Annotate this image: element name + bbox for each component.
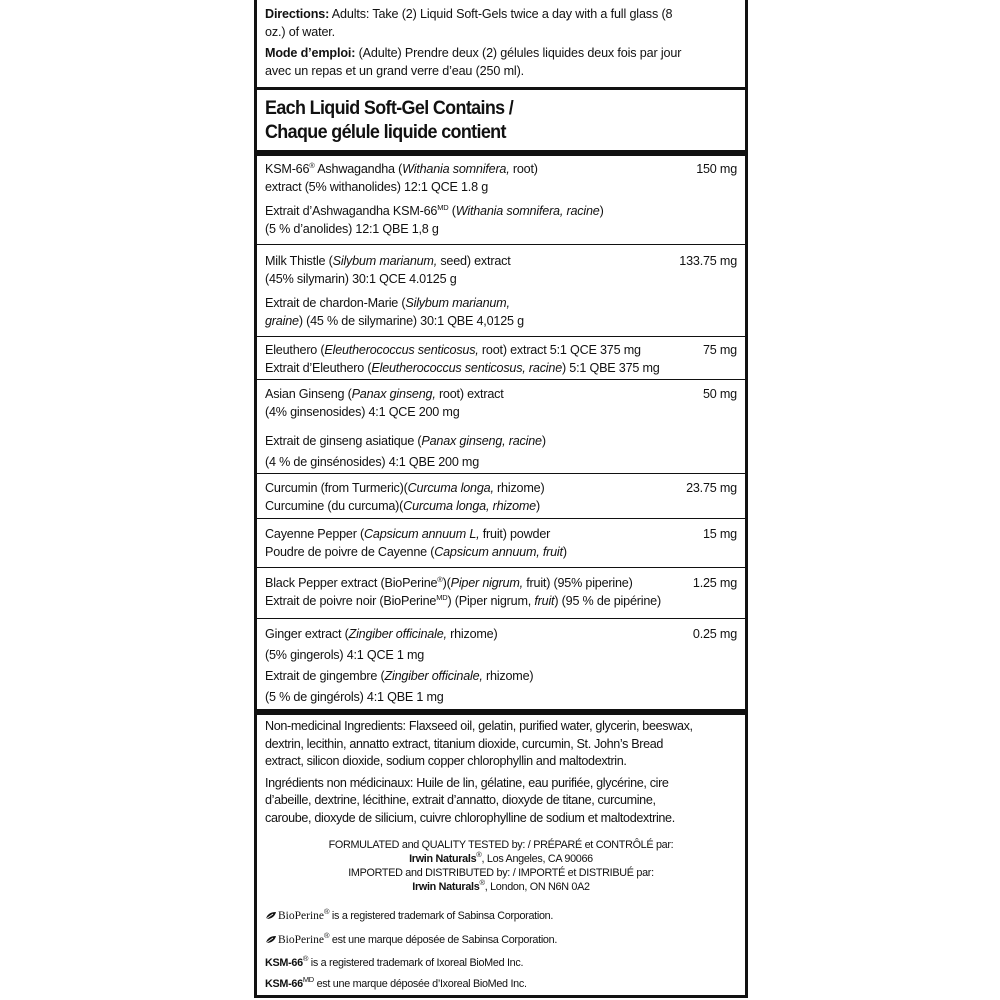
bioperine-logo: BioPerine xyxy=(278,934,324,946)
ingredient-text: ) 5:1 QBE 375 mg xyxy=(562,361,660,375)
ingredients-end-divider xyxy=(257,709,745,715)
ingredient-text: (5% gingerols) 4:1 QCE 1 mg xyxy=(265,648,425,662)
ingredient-text: rhizome) xyxy=(493,481,545,495)
ingredient-amount: 0.25 mg xyxy=(692,627,737,641)
ingredient-text: rhizome) xyxy=(482,669,534,683)
ingredient-milk-thistle xyxy=(265,252,737,330)
ingredient-ksm66 xyxy=(265,160,737,238)
ingredient-text: (5 % d’anolides) 12:1 QBE 1,8 g xyxy=(265,222,439,236)
directions-en-label: Directions: xyxy=(265,7,330,21)
ingredient-amount: 15 mg xyxy=(702,527,737,541)
ksm66-logo: KSM-66 xyxy=(265,957,303,969)
ingredient-text: seed) extract xyxy=(437,254,511,268)
ingredient-text: Eleuthero ( xyxy=(265,343,325,357)
brand-name: Irwin Naturals xyxy=(409,853,477,865)
ingredient-amount: 1.25 mg xyxy=(692,576,737,590)
ingredient-text: Curcumine (du curcuma)( xyxy=(265,499,404,513)
ingredient-text: root) xyxy=(509,162,538,176)
latin-name: fruit xyxy=(534,594,555,608)
non-medicinal-line: Non-medicinal Ingredients: Flaxseed oil, gelatin, purified water, glycerin, beeswax, xyxy=(265,719,693,733)
ingredient-text: Extrait de chardon-Marie ( xyxy=(265,296,406,310)
registered-mark: MD xyxy=(437,203,449,212)
ingredient-amount: 50 mg xyxy=(702,387,737,401)
ingredient-text: ) xyxy=(541,434,546,448)
latin-name: Curcuma longa, rhizome xyxy=(403,499,536,513)
trademark-bioperine-fr xyxy=(265,933,741,947)
bioperine-logo: BioPerine xyxy=(278,910,324,922)
non-medicinal-line: dextrin, lecithin, annatto extract, titanium dioxide, curcumin, St. John’s Bread xyxy=(265,736,664,751)
ingredient-amount: 75 mg xyxy=(702,343,737,357)
ingredient-text: (4 % de ginsénosides) 4:1 QBE 200 mg xyxy=(265,455,480,469)
ingredient-text: ) xyxy=(562,545,567,559)
ingredient-divider xyxy=(257,244,745,245)
ingredient-divider xyxy=(257,336,745,337)
section-divider xyxy=(257,87,745,90)
ingredient-text: Ginger extract ( xyxy=(265,627,349,641)
ingredient-divider xyxy=(257,518,745,519)
ingredient-divider xyxy=(257,379,745,380)
ingredient-text: KSM-66 xyxy=(265,162,310,176)
trademark-ksm66-en xyxy=(265,956,741,970)
ingredient-text: ) (95 % de pipérine) xyxy=(554,594,661,608)
directions-fr-line1: (Adulte) Prendre deux (2) gélules liquides deux fois par jour xyxy=(355,46,682,60)
directions-section xyxy=(265,6,735,84)
non-medicinal-en xyxy=(265,718,741,771)
ingredient-text: ) xyxy=(535,499,540,513)
directions-en xyxy=(265,6,735,41)
ingredient-text: )( xyxy=(442,576,451,590)
registered-mark: ® xyxy=(324,931,330,940)
ingredient-amount: 150 mg xyxy=(696,162,737,176)
registered-mark: ® xyxy=(479,878,485,887)
supplement-facts-panel xyxy=(254,0,748,998)
latin-name: Zingiber officinale, xyxy=(384,669,483,683)
ingredient-text: root) extract xyxy=(435,387,504,401)
leaf-icon xyxy=(265,911,277,920)
ingredient-text: Ashwagandha ( xyxy=(314,162,403,176)
latin-name: Panax ginseng, xyxy=(351,387,436,401)
contents-heading xyxy=(265,96,513,144)
ingredient-text: extract (5% withanolides) 12:1 QCE 1.8 g xyxy=(265,180,488,194)
contents-heading-en: Each Liquid Soft-Gel Contains / xyxy=(265,97,514,119)
ingredient-text: Milk Thistle ( xyxy=(265,254,333,268)
directions-fr xyxy=(265,45,735,80)
ingredient-text: Extrait d’Ashwagandha KSM-66 xyxy=(265,204,438,218)
latin-name: Capsicum annuum, fruit xyxy=(434,545,563,559)
latin-name: Panax ginseng, racine xyxy=(421,434,542,448)
imported-by: IMPORTED and DISTRIBUTED by: / IMPORTÉ et DISTRIBUÉ par: xyxy=(348,867,654,879)
ingredient-text: fruit) powder xyxy=(479,527,551,541)
latin-name: Capsicum annuum L, xyxy=(364,527,480,541)
brand-location: , Los Angeles, CA 90066 xyxy=(481,853,593,865)
ingredient-text: Black Pepper extract (BioPerine xyxy=(265,576,438,590)
latin-name: Eleutherococcus senticosus, xyxy=(324,343,479,357)
contents-heading-fr: Chaque gélule liquide contient xyxy=(265,121,506,143)
latin-name: graine xyxy=(265,314,299,328)
latin-name: Silybum marianum, xyxy=(332,254,438,268)
ingredient-text: rhizome) xyxy=(446,627,498,641)
ingredient-divider xyxy=(257,567,745,568)
non-medicinal-fr xyxy=(265,775,741,828)
formulated-by: FORMULATED and QUALITY TESTED by: / PRÉPARÉ et CONTRÔLÉ par: xyxy=(328,839,674,851)
trademark-text: est une marque déposée de Sabinsa Corporation. xyxy=(329,934,558,946)
registered-mark: ® xyxy=(302,954,309,963)
registered-mark: ® xyxy=(324,907,330,916)
non-medicinal-line: Ingrédients non médicinaux: Huile de lin, gélatine, eau purifiée, glycérine, cire xyxy=(265,775,669,790)
ingredient-text: fruit) (95% piperine) xyxy=(522,576,633,590)
leaf-icon xyxy=(265,935,277,944)
directions-en-line1: Adults: Take (2) Liquid Soft-Gels twice a day with a full glass (8 xyxy=(329,7,673,21)
ingredient-asian-ginseng xyxy=(265,385,737,471)
ingredient-black-pepper xyxy=(265,574,737,610)
manufacturer-credits xyxy=(257,838,745,894)
ingredient-text: (45% silymarin) 30:1 QCE 4.0125 g xyxy=(265,272,457,286)
non-medicinal-line: caroube, dioxyde de silicium, cuivre chlorophylline de sodium et maltodextrine. xyxy=(265,810,675,825)
directions-fr-line2: avec un repas et un grand verre d’eau (250 ml). xyxy=(265,63,524,78)
non-medicinal-line: extract, silicon dioxide, sodium copper chlorophyllin and maltodextrin. xyxy=(265,754,627,768)
non-medicinal-line: d’abeille, dextrine, lécithine, extrait d’annatto, dioxyde de titane, curcumine, xyxy=(265,793,656,807)
ingredient-amount: 133.75 mg xyxy=(679,254,737,268)
registered-mark: ® xyxy=(309,161,315,170)
ingredient-amount: 23.75 mg xyxy=(686,481,737,495)
ingredient-text: Extrait de ginseng asiatique ( xyxy=(265,434,422,448)
ingredient-text: (4% ginsenosides) 4:1 QCE 200 mg xyxy=(265,405,460,419)
trademark-text: est une marque déposée d’Ixoreal BioMed Inc. xyxy=(313,978,527,990)
ingredient-text: (5 % de gingérols) 4:1 QBE 1 mg xyxy=(265,690,444,704)
ksm66-logo: KSM-66 xyxy=(265,978,303,990)
ingredient-text: Extrait d’Eleuthero ( xyxy=(265,361,372,375)
latin-name: Zingiber officinale, xyxy=(348,627,447,641)
latin-name: Piper nigrum, xyxy=(450,576,523,590)
brand-location: , London, ON N6N 0A2 xyxy=(484,881,590,893)
registered-mark: ® xyxy=(476,850,482,859)
ingredient-text: Extrait de poivre noir (BioPerine xyxy=(265,594,437,608)
ingredient-text: root) extract 5:1 QCE 375 mg xyxy=(478,343,641,357)
registered-mark: MD xyxy=(302,975,314,984)
trademark-bioperine-en xyxy=(265,909,741,923)
ingredient-text: ) xyxy=(599,204,604,218)
ingredient-text: Poudre de poivre de Cayenne ( xyxy=(265,545,435,559)
registered-mark: MD xyxy=(436,593,448,602)
latin-name: Curcuma longa, xyxy=(407,481,494,495)
ingredient-curcumin xyxy=(265,479,737,515)
brand-name: Irwin Naturals xyxy=(412,881,480,893)
trademark-text: is a registered trademark of Ixoreal BioMed Inc. xyxy=(308,957,524,969)
ingredient-text: Extrait de gingembre ( xyxy=(265,669,385,683)
directions-en-line2: oz.) of water. xyxy=(265,24,335,39)
latin-name: Silybum marianum, xyxy=(405,296,510,310)
latin-name: Withania somnifera, xyxy=(402,162,510,176)
ingredient-text: Cayenne Pepper ( xyxy=(265,527,365,541)
latin-name: Eleutherococcus senticosus, racine xyxy=(371,361,563,375)
ingredient-text: Asian Ginseng ( xyxy=(265,387,352,401)
registered-mark: ® xyxy=(437,575,443,584)
ingredient-text: Curcumin (from Turmeric)( xyxy=(265,481,408,495)
ingredient-text: ) (Piper nigrum, xyxy=(447,594,535,608)
ingredient-eleuthero xyxy=(265,341,737,377)
ingredient-divider xyxy=(257,473,745,474)
trademark-text: is a registered trademark of Sabinsa Corporation. xyxy=(329,910,554,922)
ingredient-cayenne xyxy=(265,525,737,561)
trademark-ksm66-fr xyxy=(265,977,741,991)
ingredient-ginger xyxy=(265,625,737,706)
ingredient-text: ( xyxy=(448,204,456,218)
non-medicinal-ingredients xyxy=(265,718,741,831)
ingredient-divider xyxy=(257,618,745,619)
ingredient-text: ) (45 % de silymarine) 30:1 QBE 4,0125 g xyxy=(298,314,524,328)
heading-divider xyxy=(257,150,745,156)
directions-fr-label: Mode d’emploi: xyxy=(265,46,356,60)
latin-name: Withania somnifera, racine xyxy=(455,204,600,218)
